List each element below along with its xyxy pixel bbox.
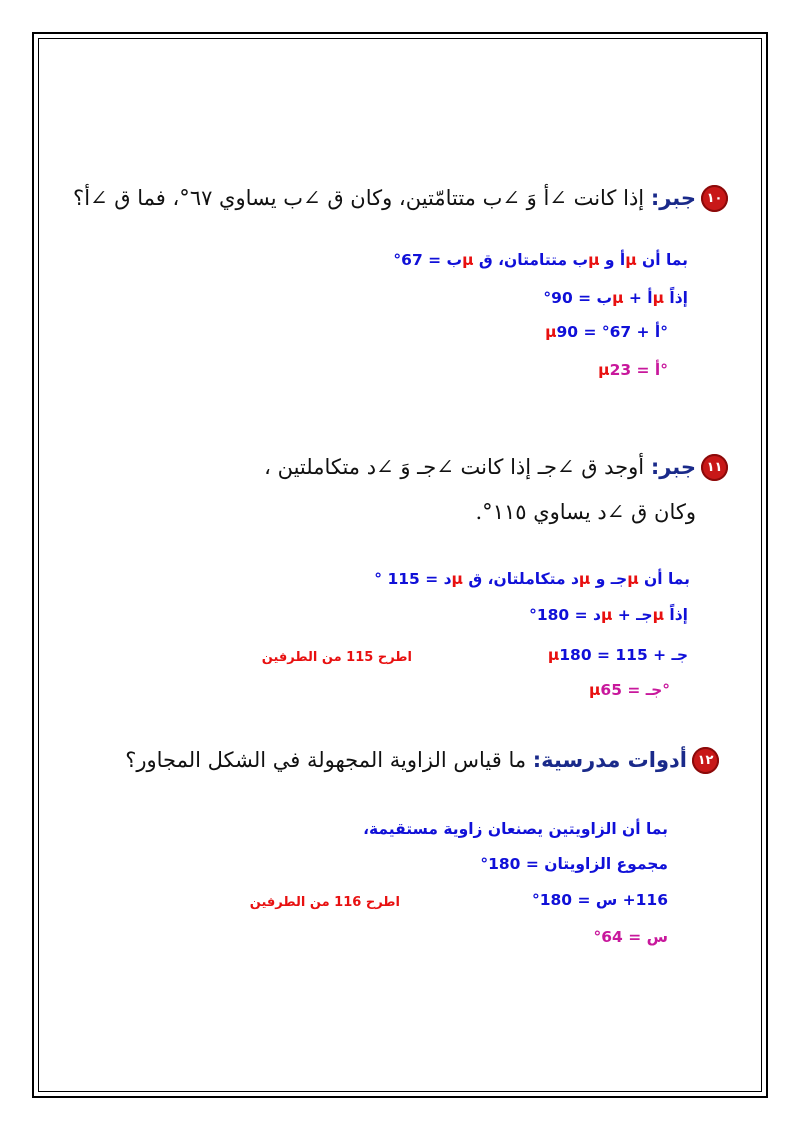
question-text: أوجد ق ∠جـ إذا كانت ∠جـ وَ ∠د متكاملتين ،: [264, 455, 645, 479]
solution-note: اطرح 116 من الطرفين: [249, 895, 400, 910]
solution-line: بما أن الزاويتين يصنعان زاوية مستقيمة،: [363, 820, 668, 838]
question-text: ما قياس الزاوية المجهولة في الشكل المجاور؟: [125, 748, 527, 772]
solution-line: مجموع الزاويتان = 180°: [480, 855, 668, 873]
solution-line: بما أن µأ و µب متتامتان، ق µب = 67°: [393, 251, 688, 269]
solution-note: اطرح 115 من الطرفين: [261, 650, 412, 665]
question-label: جبر:: [650, 186, 696, 210]
question-11: [264, 455, 696, 479]
question-label: جبر:: [650, 455, 696, 479]
question-10: [73, 186, 696, 210]
question-12: [125, 748, 687, 772]
solution-line: µجـ + 115 = 180: [547, 646, 688, 664]
solution-line: µأ + 67° = 90°: [545, 323, 668, 341]
solution-answer: µجـ = 65°: [589, 681, 670, 699]
question-number-badge: ١٢: [692, 747, 719, 774]
question-number-badge: ١٠: [701, 185, 728, 212]
solution-line: إذاً µأ + µب = 90°: [543, 289, 688, 307]
question-text-continued: وكان ق ∠د يساوي ١١٥°.: [475, 500, 696, 524]
question-number-badge: ١١: [701, 454, 728, 481]
solution-line: 116+ س = 180°: [531, 891, 668, 909]
question-text: إذا كانت ∠أ وَ ∠ب متتامّتين، وكان ق ∠ب يساوي ٦٧°، فما ق ∠أ؟: [73, 186, 645, 210]
solution-line: بما أن µجـ و µد متكاملتان، ق µد = 115 °: [374, 570, 690, 588]
solution-answer: µأ = 23°: [598, 361, 668, 379]
question-label: أدوات مدرسية:: [532, 748, 687, 772]
solution-answer: س = 64°: [593, 928, 668, 946]
solution-line: إذاً µجـ + µد = 180°: [529, 606, 688, 624]
